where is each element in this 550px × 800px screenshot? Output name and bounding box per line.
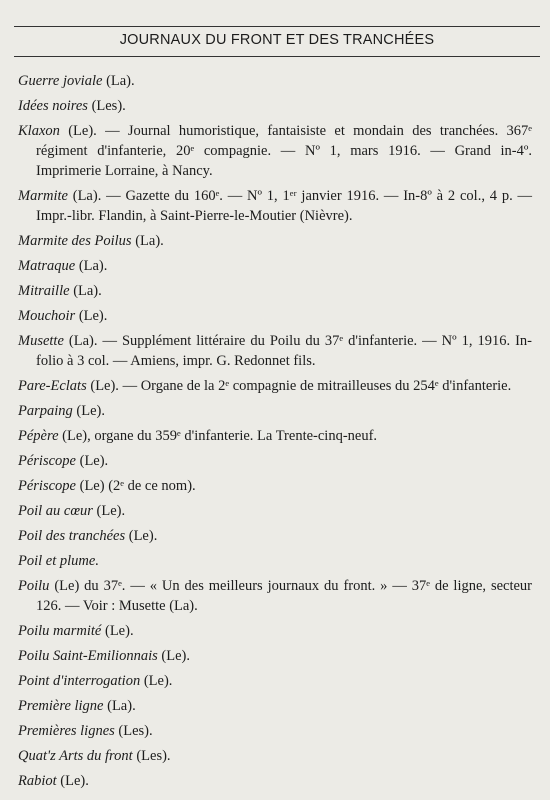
- entry-title: Marmite: [18, 188, 68, 204]
- list-item: [18, 721, 532, 741]
- list-item: [18, 746, 532, 766]
- entry-article: (Le).: [140, 673, 173, 689]
- top-rule: [14, 26, 540, 27]
- entry-title: Premières lignes: [18, 723, 115, 739]
- list-item: [18, 306, 532, 326]
- entry-description: du 37ᵉ. — « Un des meilleurs journaux du front. » — 37ᵉ de ligne, secteur 126. — Voir : Musette (La).: [36, 578, 533, 614]
- entry-title: Matraque: [18, 258, 76, 274]
- entry-article: (La).: [75, 258, 108, 274]
- list-item: [18, 476, 532, 496]
- entry-title: Poil des tranchées: [18, 528, 126, 544]
- entry-article: (Le).: [157, 648, 190, 664]
- entry-article: (Le).: [75, 453, 109, 469]
- entry-title: Périscope: [18, 478, 76, 494]
- list-item: [18, 186, 532, 226]
- entry-article: (Le).: [72, 403, 105, 419]
- entry-title: Poil au cœur: [18, 503, 93, 519]
- list-item: [18, 96, 532, 116]
- entry-description: (2ᵉ de ce nom).: [104, 478, 196, 494]
- entry-list: [18, 71, 532, 796]
- list-item: [18, 671, 532, 691]
- entry-article: (Le),: [58, 428, 91, 444]
- list-item: [18, 121, 532, 181]
- entry-title: Poilu marmité: [18, 623, 102, 639]
- entry-title: Mitraille: [18, 283, 70, 299]
- list-item: [18, 621, 532, 641]
- entry-article: (La).: [102, 73, 135, 89]
- entry-title: Point d'interrogation: [18, 673, 141, 689]
- entry-article: (Le): [75, 478, 105, 494]
- list-item: [18, 526, 532, 546]
- header-rule: [14, 56, 540, 57]
- entry-title: Parpaing: [18, 403, 73, 419]
- list-item: [18, 331, 532, 371]
- list-item: [18, 576, 532, 616]
- entry-title: Mouchoir: [18, 308, 76, 324]
- entry-title: Guerre joviale: [18, 73, 103, 89]
- entry-title: Pare-Eclats: [18, 378, 87, 394]
- entry-article: (La).: [69, 283, 102, 299]
- entry-title: Quat'z Arts du front: [18, 748, 133, 764]
- entry-description: organe du 359ᵉ d'infanterie. La Trente-cinq-neuf.: [90, 428, 378, 444]
- entry-article: (La).: [103, 698, 136, 714]
- entry-article: (La).: [63, 333, 98, 349]
- list-item: [18, 646, 532, 666]
- list-item: [18, 281, 532, 301]
- entry-title: Klaxon: [18, 123, 60, 139]
- entry-article: (Le): [49, 578, 80, 594]
- entry-article: (Les).: [132, 748, 171, 764]
- entry-article: (Le).: [101, 623, 134, 639]
- running-header: JOURNAUX DU FRONT ET DES TRANCHÉES: [119, 32, 435, 48]
- entry-title: Périscope: [18, 453, 76, 469]
- entry-article: (La).: [131, 233, 164, 249]
- entry-description: — Gazette du 160ᵉ. — Nº 1, 1ᵉʳ janvier 1916. — In-8º à 2 col., 4 p. — Impr.-libr. Flandin, à Saint-Pierre-le-Moutier (Nièvre).: [36, 188, 532, 224]
- entry-title: Musette: [18, 333, 64, 349]
- entry-title: Première ligne: [18, 698, 104, 714]
- entry-title: Rabiot: [18, 773, 57, 789]
- entry-article: (Le).: [56, 773, 89, 789]
- entry-title: Pépère: [18, 428, 59, 444]
- entry-article: (Les).: [87, 98, 126, 114]
- list-item: [18, 256, 532, 276]
- entry-article: (Le).: [86, 378, 119, 394]
- entry-title: Marmite des Poilus: [18, 233, 132, 249]
- entry-description: — Supplément littéraire du Poilu du 37ᵉ d'infanterie. — Nº 1, 1916. In-folio à 3 col. — Amiens, impr. G. Redonnet fils.: [36, 333, 532, 369]
- entry-article: (Le).: [125, 528, 158, 544]
- entry-title: Poil et plume.: [18, 553, 99, 569]
- list-item: [18, 401, 532, 421]
- list-item: [18, 771, 532, 791]
- entry-article: (Le).: [92, 503, 126, 519]
- list-item: [18, 426, 532, 446]
- entry-title: Poilu Saint-Emilionnais: [18, 648, 158, 664]
- entry-article: (Le).: [75, 308, 108, 324]
- list-item: [18, 451, 532, 471]
- entry-description: — Journal humoristique, fantaisiste et mondain des tranchées. 367ᵉ régiment d'infanterie, 20ᵉ compagnie. — Nº 1, mars 1916. — Grand in-4º. Imprimerie Lorraine, à Nancy.: [36, 123, 532, 179]
- entry-article: (Les).: [114, 723, 153, 739]
- entry-article: (Le).: [59, 123, 97, 139]
- list-item: [18, 501, 532, 521]
- list-item: [18, 376, 532, 396]
- list-item: [18, 71, 532, 91]
- list-item: [18, 696, 532, 716]
- list-item: [18, 231, 532, 251]
- list-item: [18, 551, 532, 571]
- entry-title: Poilu: [18, 578, 50, 594]
- entry-title: Idées noires: [18, 98, 88, 114]
- entry-description: — Organe de la 2ᵉ compagnie de mitrailleuses du 254ᵉ d'infanterie.: [118, 378, 512, 394]
- entry-article: (La).: [67, 188, 102, 204]
